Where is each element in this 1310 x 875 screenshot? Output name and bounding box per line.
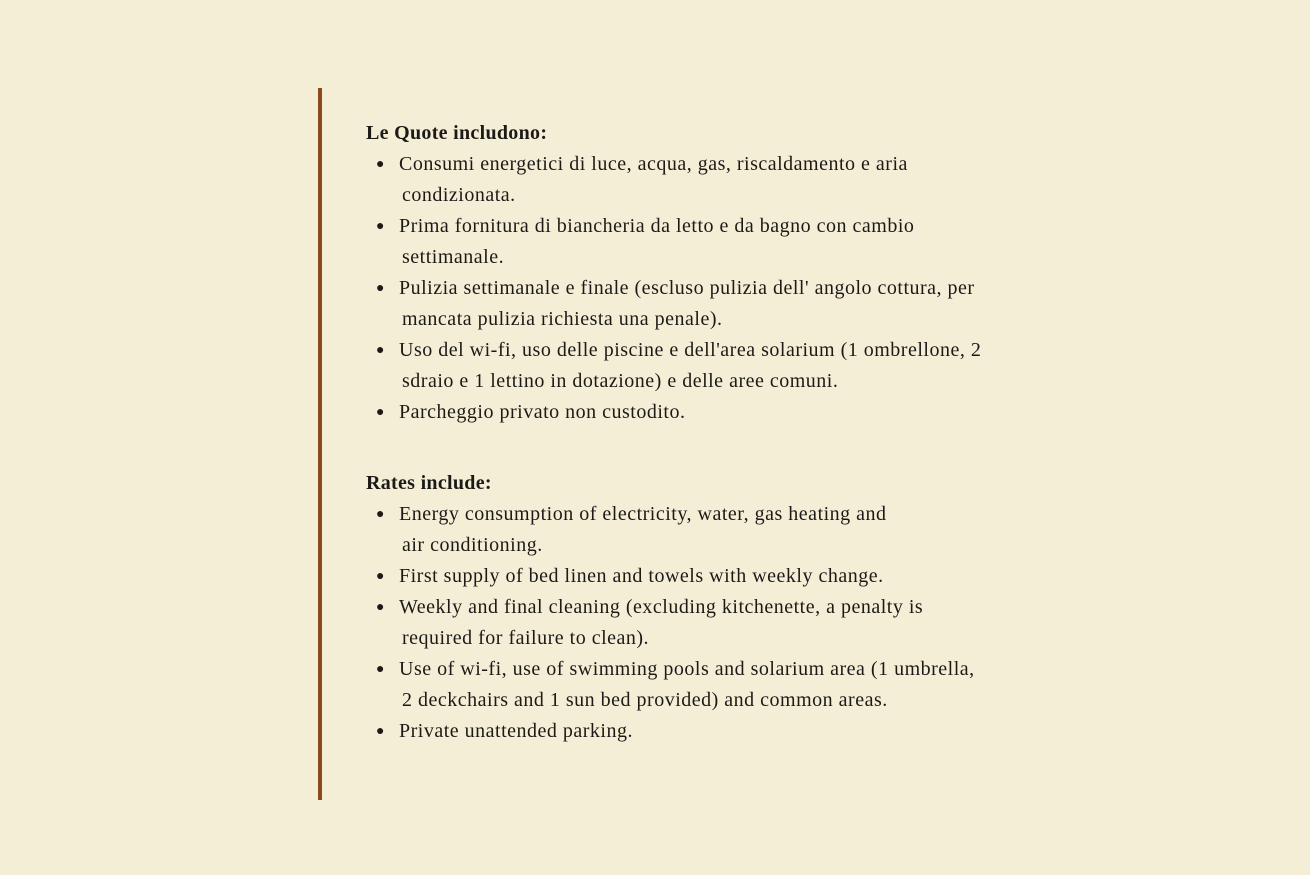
bullet-icon: ● <box>376 600 385 615</box>
list-item-line: Use of wi-fi, use of swimming pools and solarium area (1 umbrella, <box>399 658 975 680</box>
list-item-line: Energy consumption of electricity, water, gas heating and <box>399 503 887 525</box>
section-spacer <box>366 428 1126 468</box>
list-item-line: sdraio e 1 lettino in dotazione) e delle aree comuni. <box>402 370 839 392</box>
list-item-line: 2 deckchairs and 1 sun bed provided) and common areas. <box>402 689 888 711</box>
list-item-line: condizionata. <box>402 184 516 206</box>
bullet-icon: ● <box>376 281 385 296</box>
list-item-line: Parcheggio privato non custodito. <box>399 401 686 423</box>
list-item-line: mancata pulizia richiesta una penale). <box>402 308 723 330</box>
list-item <box>366 335 1126 397</box>
vertical-accent-rule <box>318 88 322 800</box>
english-title: Rates include: <box>366 472 492 494</box>
list-item-line: required for failure to clean). <box>402 627 650 649</box>
list-item-line: Pulizia settimanale e finale (escluso pulizia dell' angolo cottura, per <box>399 277 975 299</box>
list-item <box>366 273 1126 335</box>
list-item-line: settimanale. <box>402 246 505 268</box>
list-item <box>366 592 1126 654</box>
list-item-line: air conditioning. <box>402 534 543 556</box>
list-item <box>366 499 1126 561</box>
list-item <box>366 149 1126 211</box>
list-item-line: Prima fornitura di biancheria da letto e da bagno con cambio <box>399 215 915 237</box>
list-item <box>366 397 1126 428</box>
bullet-icon: ● <box>376 405 385 420</box>
list-item-line: Consumi energetici di luce, acqua, gas, riscaldamento e aria <box>399 153 908 175</box>
italian-title: Le Quote includono: <box>366 122 548 144</box>
bullet-icon: ● <box>376 343 385 358</box>
bullet-icon: ● <box>376 724 385 739</box>
italian-list <box>366 149 1126 428</box>
bullet-icon: ● <box>376 219 385 234</box>
english-section <box>366 468 1126 747</box>
list-item <box>366 211 1126 273</box>
list-item-line: First supply of bed linen and towels with weekly change. <box>399 565 884 587</box>
bullet-icon: ● <box>376 157 385 172</box>
bullet-icon: ● <box>376 507 385 522</box>
list-item <box>366 561 1126 592</box>
list-item-line: Weekly and final cleaning (excluding kitchenette, a penalty is <box>399 596 924 618</box>
list-item <box>366 716 1126 747</box>
italian-section <box>366 118 1126 428</box>
bullet-icon: ● <box>376 569 385 584</box>
list-item-line: Uso del wi-fi, uso delle piscine e dell'area solarium (1 ombrellone, 2 <box>399 339 982 361</box>
rates-content <box>366 118 1126 747</box>
english-list <box>366 499 1126 747</box>
bullet-icon: ● <box>376 662 385 677</box>
list-item-line: Private unattended parking. <box>399 720 633 742</box>
list-item <box>366 654 1126 716</box>
